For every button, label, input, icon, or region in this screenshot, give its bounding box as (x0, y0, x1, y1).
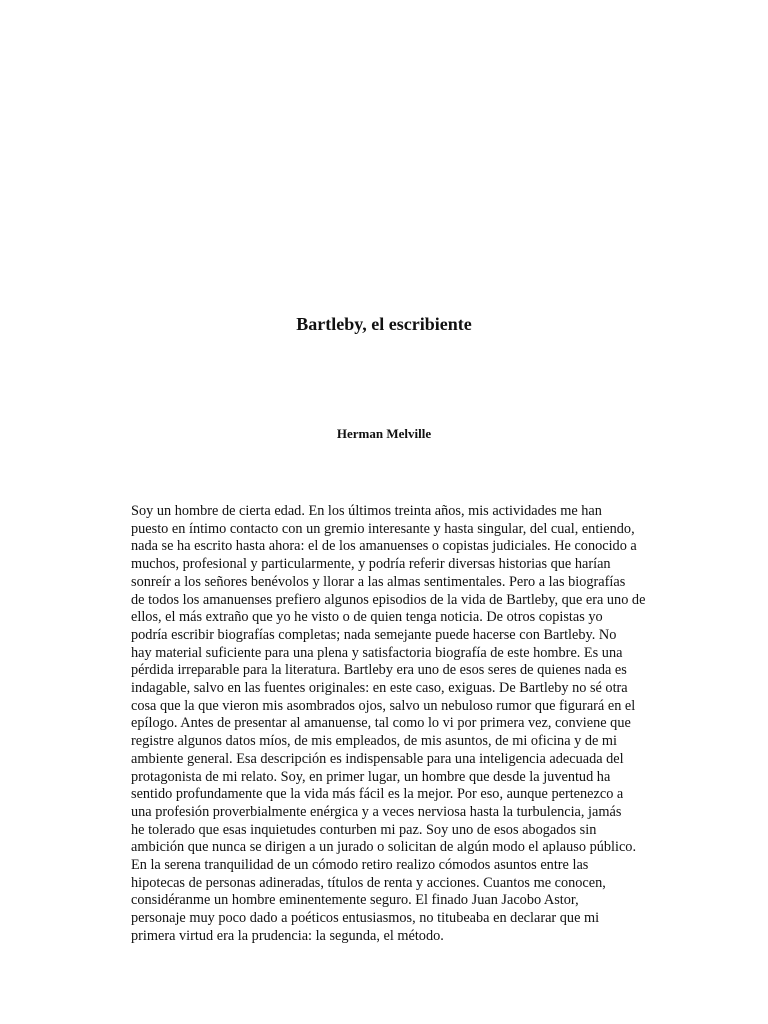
text-line: sonreír a los señores benévolos y llorar a las almas sentimentales. Pero a las biografías (131, 573, 626, 590)
text-line: puesto en íntimo contacto con un gremio interesante y hasta singular, del cual, entiendo, (131, 520, 635, 537)
text-line: ellos, el más extraño que yo he visto o de quien tenga noticia. De otros copistas yo (131, 609, 603, 626)
text-line: protagonista de mi relato. Soy, en primer lugar, un hombre que desde la juventud ha (131, 768, 611, 785)
text-line: registre algunos datos míos, de mis empleados, de mis asuntos, de mi oficina y de mi (131, 733, 618, 750)
text-line: hipotecas de personas adineradas, títulos de renta y acciones. Cuantos me conocen, (131, 874, 606, 891)
body-paragraph (131, 503, 646, 946)
text-line: cosa que la que vieron mis asombrados ojos, salvo un nebuloso rumor que figurará en el (131, 697, 636, 714)
text-line: ambiente general. Esa descripción es indispensable para una inteligencia adecuada del (131, 750, 624, 767)
text-line: indagable, salvo en las fuentes originales: en este caso, exiguas. De Bartleby no sé otra (131, 680, 628, 697)
text-line: considéranme un hombre eminentemente seguro. El finado Juan Jacobo Astor, (131, 892, 579, 909)
text-line: En la serena tranquilidad de un cómodo retiro realizo cómodos asuntos entre las (131, 857, 589, 874)
text-line: de todos los amanuenses prefiero algunos episodios de la vida de Bartleby, que era uno de (131, 591, 646, 608)
text-line: una profesión proverbialmente enérgica y a veces nerviosa hasta la turbulencia, jamás (131, 803, 622, 820)
text-line: hay material suficiente para una plena y satisfactoria biografía de este hombre. Es una (131, 644, 623, 661)
document-author: Herman Melville (336, 426, 432, 441)
text-line: podría escribir biografías completas; nada semejante puede hacerse con Bartleby. No (131, 626, 617, 643)
text-line: muchos, profesional y particularmente, y podría referir diversas historias que harían (131, 556, 611, 573)
text-line: epílogo. Antes de presentar al amanuense, tal como lo vi por primera vez, conviene que (131, 715, 631, 732)
document-title: Bartleby, el escribiente (296, 314, 472, 334)
text-line: he tolerado que esas inquietudes conturben mi paz. Soy uno de esos abogados sin (131, 821, 597, 838)
text-line: primera virtud era la prudencia: la segunda, el método. (131, 927, 444, 944)
text-line: personaje muy poco dado a poéticos entusiasmos, no titubeaba en declarar que mi (131, 910, 600, 927)
text-line: Soy un hombre de cierta edad. En los últimos treinta años, mis actividades me han (131, 503, 602, 519)
text-line: ambición que nunca se dirigen a un jurado o solicitan de algún modo el aplauso público. (131, 839, 637, 856)
text-line: pérdida irreparable para la literatura. Bartleby era uno de esos seres de quienes nada es (131, 662, 627, 679)
text-line: nada se ha escrito hasta ahora: el de los amanuenses o copistas judiciales. He conocido a (131, 538, 637, 555)
text-line: sentido profundamente que la vida más fácil es la mejor. Por eso, aunque pertenezco a (131, 786, 624, 803)
